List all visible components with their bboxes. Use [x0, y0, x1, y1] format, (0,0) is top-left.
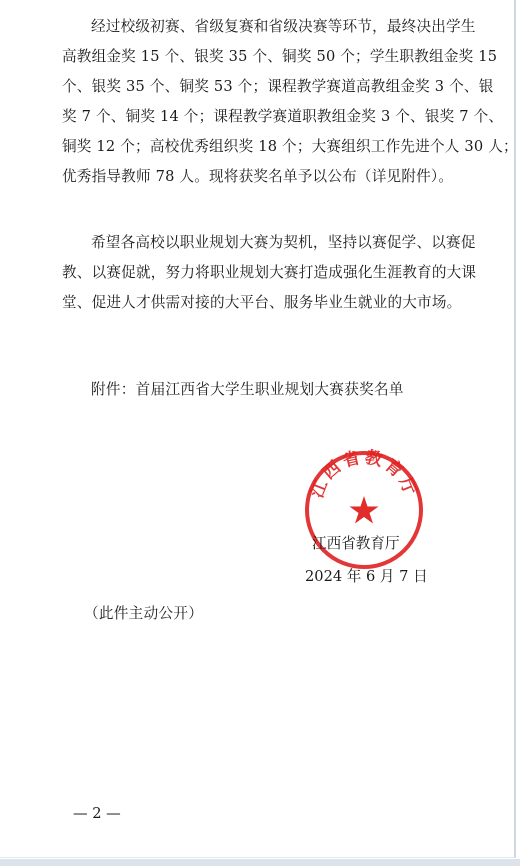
- text-line: 个、银奖 35 个、铜奖 53 个；课程教学赛道高教组金奖 3 个、银: [62, 78, 494, 95]
- viewer-bottom-bar: [0, 859, 520, 866]
- text-line: 优秀指导教师 78 人。现将获奖名单予以公布（详见附件）。: [62, 168, 454, 185]
- text-line: 高教组金奖 15 个、银奖 35 个、铜奖 50 个；学生职教组金奖 15: [62, 48, 498, 65]
- text-line: 铜奖 12 个；高校优秀组织奖 18 个；大赛组织工作先进个人 30 人；: [62, 138, 518, 155]
- svg-text:江西省教育厅: [307, 448, 420, 501]
- seal-star-icon: [350, 496, 379, 524]
- text-line: 教、以赛促就，努力将职业规划大赛打造成强化生涯教育的大课: [62, 264, 477, 281]
- text-line: 奖 7 个、铜奖 14 个；课程教学赛道职教组金奖 3 个、银奖 7 个、: [62, 108, 504, 125]
- issue-date: 2024 年 6 月 7 日: [305, 568, 428, 585]
- text-line: 经过校级初赛、省级复赛和省级决赛等环节，最终决出学生: [91, 18, 476, 35]
- disclosure-note: （此件主动公开）: [84, 605, 204, 622]
- attachment-line: 附件：首届江西省大学生职业规划大赛获奖名单: [91, 381, 404, 398]
- body-paragraph-expectation: [62, 228, 477, 318]
- text-line: 希望各高校以职业规划大赛为契机，坚持以赛促学、以赛促: [91, 234, 476, 251]
- text-line: 堂、促进人才供需对接的大平台、服务毕业生就业的大市场。: [62, 294, 462, 311]
- body-paragraph-awards: [62, 12, 518, 192]
- seal-text: 江西省教育厅: [307, 448, 421, 501]
- page-number: — 2 —: [73, 805, 121, 822]
- official-seal-stamp: [302, 448, 426, 572]
- issuing-authority: 江西省教育厅: [312, 535, 400, 552]
